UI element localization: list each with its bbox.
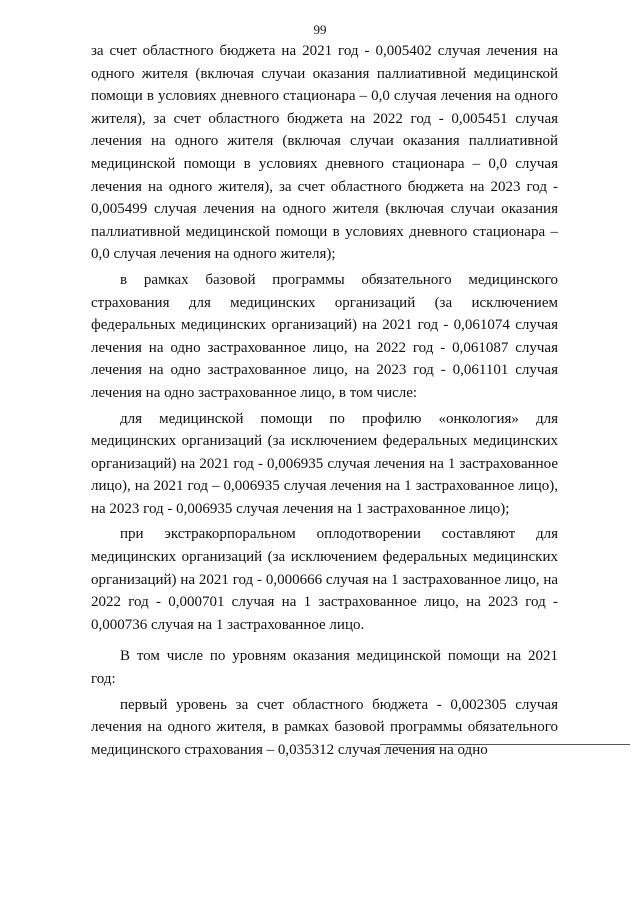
- paragraph-ivf: при экстракорпоральном оплодотворении составляют для медицинских организаций (за исключением федеральных медицинских организаций) на 2021 год - 0,000666 случая на 1 застрахованное лицо, на 2022 год - 0,000701 случая на 1 застрахованное лицо, на 2023 год - 0,000736 случая на 1 застрахованное лицо.: [91, 526, 558, 633]
- paragraph-regional-budget: за счет областного бюджета на 2021 год - 0,005402 случая лечения на одного жителя (включая случаи оказания паллиативной медицинской помощи в условиях дневного стационара – 0,0 случая лечения на одного жителя), за счет областного бюджета на 2022 год - 0,005451 случая лечения на одного жителя (включая случаи оказания паллиативной медицинской помощи в условиях дневного стационара – 0,0 случая лечения на одного жителя), за счет областного бюджета на 2023 год - 0,005499 случая лечения на одного жителя (включая случаи оказания паллиативной медицинской помощи в условиях дневного стационара – 0,0 случая лечения на одного жителя);: [91, 43, 558, 263]
- page-number: 99: [313, 22, 327, 37]
- paragraph-basic-program: в рамках базовой программы обязательного медицинского страхования для медицинских организаций (за исключением федеральных медицинских организаций) на 2021 год - 0,061074 случая лечения на одно застрахованное лицо, на 2022 год - 0,061087 случая лечения на одно застрахованное лицо, на 2023 год - 0,061101 случая лечения на одно застрахованное лицо, в том числе:: [91, 271, 558, 401]
- paragraph-first-level: первый уровень за счет областного бюджета - 0,002305 случая лечения на одного жителя, в рамках базовой программы обязательного медицинского страхования – 0,035312 случая лечения на одно: [91, 696, 558, 758]
- paragraph-oncology: для медицинской помощи по профилю «онкология» для медицинских организаций (за исключением федеральных медицинских организаций) на 2021 год - 0,006935 случая лечения на 1 застрахованное лицо), на 2021 год – 0,006935 случая лечения на 1 застрахованное лицо), на 2023 год - 0,006935 случая лечения на 1 застрахованное лицо);: [91, 410, 558, 517]
- paragraph-care-levels-heading: В том числе по уровням оказания медицинской помощи на 2021 год:: [91, 648, 558, 688]
- document-body: [91, 40, 558, 761]
- scan-edge-line: [380, 744, 630, 745]
